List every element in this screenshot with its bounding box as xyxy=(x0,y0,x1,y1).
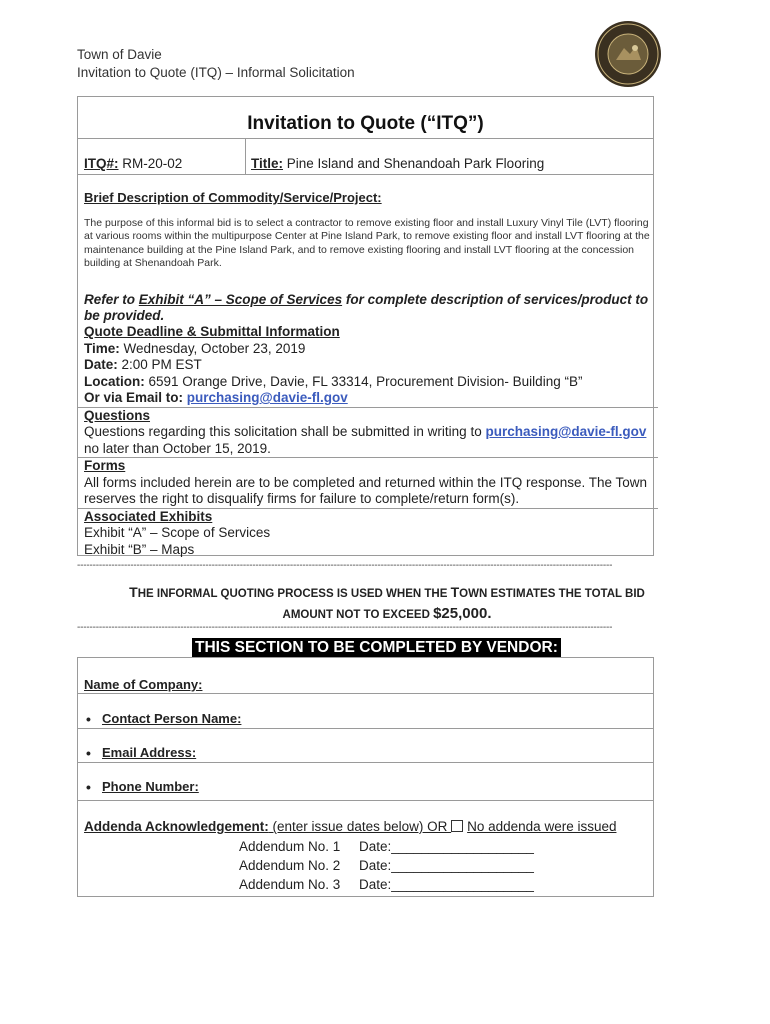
exhibit-b: Exhibit “B” – Maps xyxy=(84,541,195,557)
company-name-field[interactable]: Name of Company: xyxy=(84,677,203,692)
date-row: Date: 2:00 PM EST xyxy=(84,357,202,372)
itq-details xyxy=(84,292,652,558)
deadline-heading: Quote Deadline & Submittal Information xyxy=(84,324,340,339)
no-addenda-checkbox[interactable] xyxy=(451,820,463,832)
time-row: Time: Wednesday, October 23, 2019 xyxy=(84,340,306,356)
brief-description: The purpose of this informal bid is to select a contractor to remove existing floor and install Luxury Vinyl Tile (LVT) flooring at various rooms within the multipurpose Center at Pine Island Park, to remove existing floor and install LVT flooring at the maintenance building at the Pine Island Park, and to remove existing flooring and install LVT flooring at the concession building at Shenandoah Park. xyxy=(84,217,650,269)
vendor-section-title: THIS SECTION TO BE COMPLETED BY VENDOR: xyxy=(192,638,561,658)
exhibits-heading: Associated Exhibits xyxy=(84,508,213,524)
page-title: Invitation to Quote (“ITQ”) xyxy=(247,113,484,134)
org-name: Town of Davie xyxy=(77,47,162,62)
vendor-box xyxy=(77,657,654,897)
questions-email-link[interactable]: purchasing@davie-fl.gov xyxy=(485,424,647,439)
addendum-row[interactable]: Addendum No. 1 Date:___________________ xyxy=(239,839,534,854)
email-row: Or via Email to: purchasing@davie-fl.gov xyxy=(84,390,348,405)
addendum-row[interactable]: Addendum No. 3 Date:___________________ xyxy=(239,877,534,892)
itq-info-box xyxy=(77,96,654,556)
town-seal-icon xyxy=(594,20,662,88)
exhibit-a-link[interactable]: Exhibit “A” – Scope of Services xyxy=(138,292,343,307)
addenda-row: Addenda Acknowledgement: (enter issue dates below) OR No addenda were issued xyxy=(84,819,617,834)
phone-field[interactable]: • Phone Number: xyxy=(102,779,199,794)
addendum-row[interactable]: Addendum No. 2 Date:___________________ xyxy=(239,858,534,873)
refer-note: Refer to Exhibit “A” – Scope of Services for complete description of services/product to be provided. xyxy=(84,292,649,323)
purchasing-email-link[interactable]: purchasing@davie-fl.gov xyxy=(186,390,348,405)
document-header xyxy=(77,46,355,82)
no-addenda-label: No addenda were issued xyxy=(467,819,617,834)
itq-title: Title: Pine Island and Shenandoah Park Flooring xyxy=(251,156,545,171)
itq-number: ITQ#: RM-20-02 xyxy=(84,156,183,171)
questions-text: Questions regarding this solicitation shall be submitted in writing to purchasing@davie-fl.gov no later than October 15, 2019. xyxy=(84,424,647,456)
contact-name-field[interactable]: • Contact Person Name: xyxy=(102,711,241,726)
bid-limit-notice: THE INFORMAL QUOTING PROCESS IS USED WHEN THE TOWN ESTIMATES THE TOTAL BID AMOUNT NOT TO EXCEED $25,000. xyxy=(129,584,645,622)
email-field[interactable]: • Email Address: xyxy=(102,745,196,760)
brief-heading: Brief Description of Commodity/Service/Project: xyxy=(84,190,382,205)
location-row: Location: 6591 Orange Drive, Davie, FL 33314, Procurement Division- Building “B” xyxy=(84,373,583,389)
divider-bottom: --------------------------------------------------------------------------------------------------------------------------------------------------------------------------- xyxy=(77,622,613,633)
doc-type: Invitation to Quote (ITQ) – Informal Solicitation xyxy=(77,65,355,80)
exhibit-a: Exhibit “A” – Scope of Services xyxy=(84,525,271,540)
forms-text: All forms included herein are to be completed and returned within the ITQ response. The Town reserves the right to disqualify firms for failure to complete/return form(s). xyxy=(84,474,648,506)
divider-top: --------------------------------------------------------------------------------------------------------------------------------------------------------------------------- xyxy=(77,560,613,571)
questions-heading: Questions xyxy=(84,407,151,423)
forms-heading: Forms xyxy=(84,458,126,473)
